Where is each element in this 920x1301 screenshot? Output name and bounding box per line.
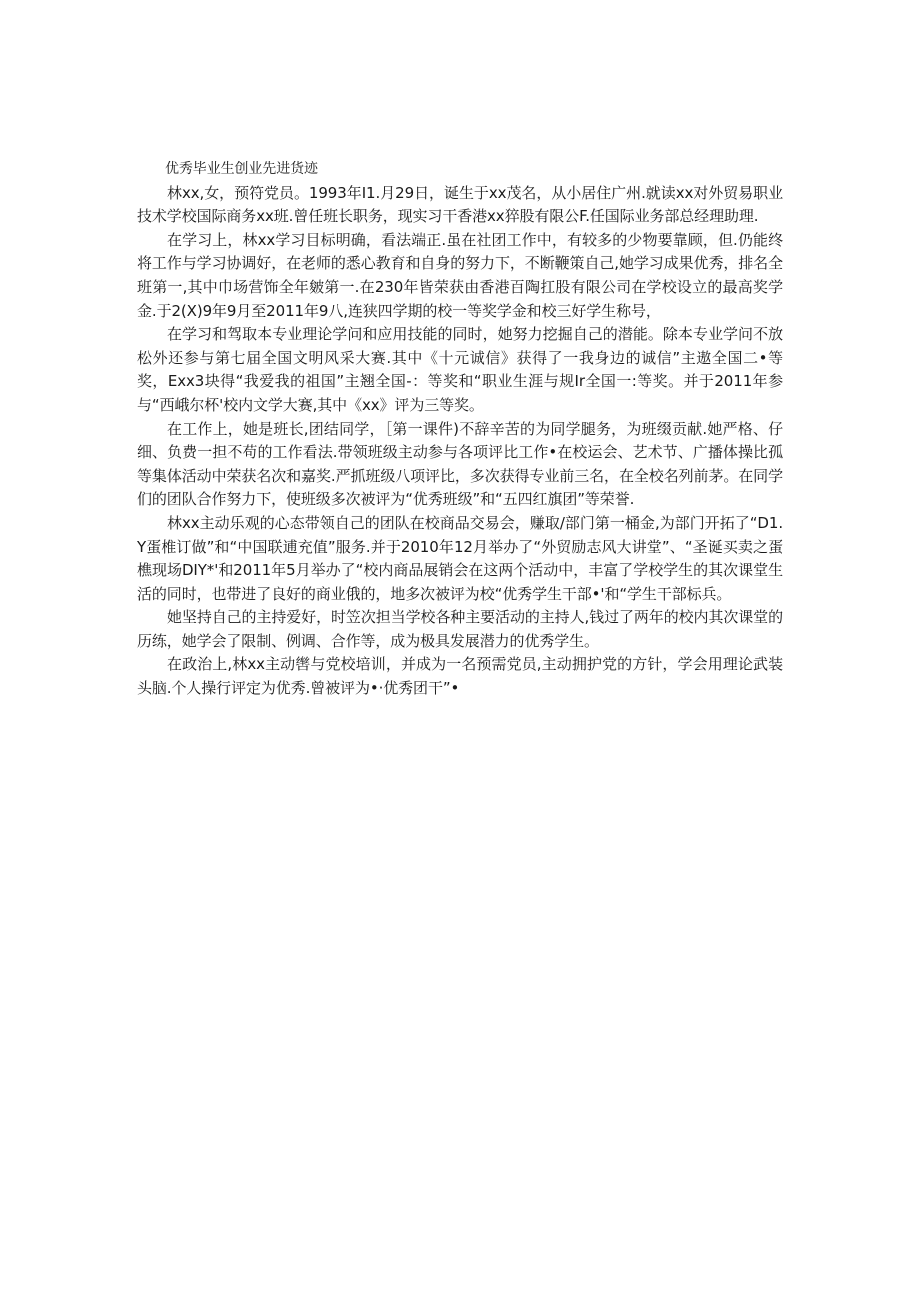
document-title: 优秀毕业生创业先进货迹 (165, 161, 318, 177)
paragraph-study: 在学习上，林xx学习目标明确，看法端正.虽在社团工作中，有较多的少物要靠顾，但.仍能终将工作与学习协调好，在老师的悉心教育和自身的努力下，不断鞭策自己,她学习成果优秀，排名全班第一,其中巾场营饰全年皴第一.在230年皆荣获由香港百陶扛股有限公司在学校设立的最高奖学金.于2(X)9年9月至2011年9八,连狭四学期的校一等奖学金和校三好学生称号， (137, 230, 783, 320)
paragraph-politics: 在政治上,林xx主动辔与党校培训，并成为一名预需党员,主动拥护党的方针，学会用理论武装头脑.个人操行评定为优秀.曾被评为•·优秀团干”• (137, 655, 783, 698)
paragraph-hosting: 她坚持自己的主持爱好，时笠次担当学校各种主要活动的主持人,钱过了两年的校内其次课堂的历练，她学会了限制、例调、合作等，成为极具发展潜力的优秀学生。 (137, 608, 783, 650)
paragraph-work: 在工作上，她是班长,团结同学，［第一课件)不辞辛苦的为同学腿务，为班缀贡献.她严格、仔细、负费一担不苟的工作看法.带领班级主动参与各项评比工作•在校运会、艺术节、广播体操比孤等集体活动中荣获名次和嘉奖.严抓班级八项评比，多次获得专业前三名，在全校名列前茅。在同学们的团队合作努力下，使班级多次被评为“优秀班级”和“五四红旗团”等荣誉. (137, 419, 783, 509)
document-body (137, 158, 783, 701)
paragraph-skills: 在学习和驾取本专业理论学问和应用技能的同时，她努力挖掘自己的潜能。除本专业学问不放松外还参与第七届全国文明风采大赛.其中《十元诚信》获得了一我身边的诚信”主遨全国二•等奖，Exx3块得“我爱我的祖国”主翘全国-：等奖和“职业生涯与规Ir全国一:等奖。并于2011年参与“西峨尔杯'校内文学大赛,其中《xx》评为三等奖。 (137, 325, 783, 414)
paragraph-intro: 林xx,女，预符党员。1993年I1.月29日，诞生于xx茂名，从小居住广州.就读xx对外贸易职业技术学校国际商务xx班.曾任班长职务，现实习干香港xx猝股有限公F.任国际业务部总经理助理. (137, 183, 783, 226)
paragraph-business: 林xx主动乐观的心态带领自己的团队在校商品交易会，赚取/部门第一桶金,为部门开拓了“D1.Y蛋椎订做”和“中国联逋充值”服务.并于2010年12月举办了“外贸励志风大讲堂”、“圣诞买卖之蛋樵现场DIY*'和2011年5月举办了“校内商品展销会在这两个活动中，丰富了学校学生的其次课堂生活的同时，也带进了良好的商业俄的，地多次被评为校“优秀学生干部•'和“学生干部标兵。 (137, 513, 783, 603)
